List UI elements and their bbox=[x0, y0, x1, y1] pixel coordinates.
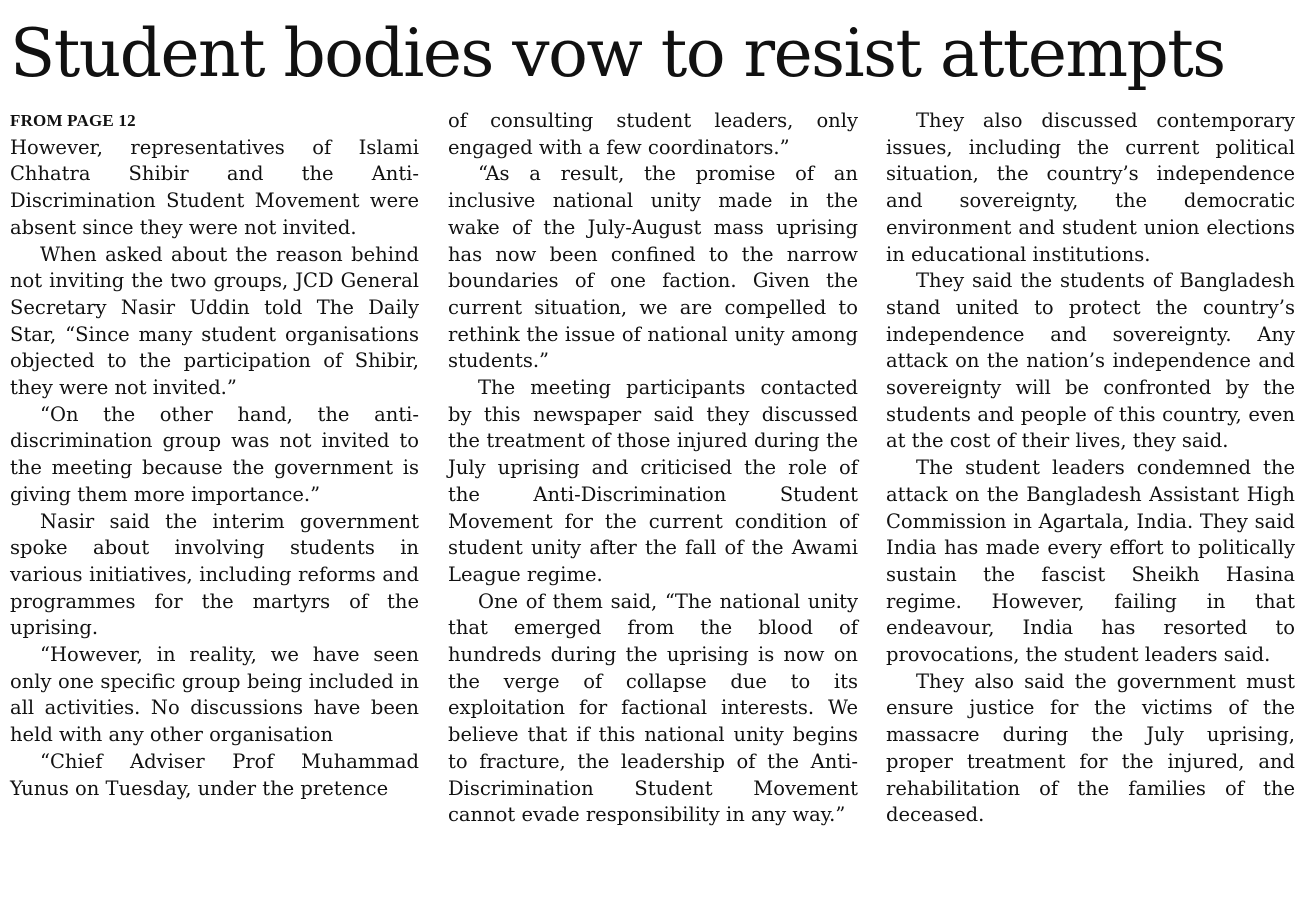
article-column-2 bbox=[448, 108, 858, 829]
paragraph: They also said the government must ensure justice for the victims of the massacre during the July uprising, proper treatment for the injured, and rehabilitation of the families of the deceased. bbox=[886, 669, 1295, 827]
headline: Student bodies vow to resist attempts bbox=[10, 15, 1225, 92]
paragraph: of consulting student leaders, only engaged with a few coordinators.” bbox=[448, 109, 858, 159]
paragraph: “Chief Adviser Prof Muhammad Yunus on Tuesday, under the pretence bbox=[10, 749, 419, 800]
paragraph: “On the other hand, the anti-discrimination group was not invited to the meeting because the government is giving them more importance.” bbox=[10, 402, 419, 506]
paragraph: “As a result, the promise of an inclusive national unity made in the wake of the July-August mass uprising has now been confined to the narrow boundaries of one faction. Given the current situation, we are compelled to rethink the issue of national unity among students.” bbox=[448, 162, 858, 373]
paragraph: “However, in reality, we have seen only one specific group being included in all activities. No discussions have been held with any other organisation bbox=[10, 643, 419, 747]
paragraph: When asked about the reason behind not inviting the two groups, JCD General Secretary Nasir Uddin told The Daily Star, “Since many student organisations objected to the participation of Shibir, they were not invited.” bbox=[10, 242, 419, 400]
paragraph: They also discussed contemporary issues, including the current political situation, the country’s independence and sovereignty, the democratic environment and student union elections in educational institutions. bbox=[886, 109, 1295, 266]
article-column-3 bbox=[886, 108, 1295, 829]
paragraph: They said the students of Bangladesh stand united to protect the country’s independence and sovereignty. Any attack on the nation’s independence and sovereignty will be confronted by the students and people of this country, even at the cost of their lives, they said. bbox=[886, 269, 1295, 453]
article-column-1 bbox=[10, 108, 419, 802]
paragraph: One of them said, “The national unity that emerged from the blood of hundreds during the uprising is now on the verge of collapse due to its exploitation for factional interests. We believe that if this national unity begins to fracture, the leadership of the Anti-Discrimination Student Movement cannot evade responsibility in any way.” bbox=[448, 589, 858, 827]
jump-label: FROM PAGE 12 bbox=[10, 111, 136, 130]
paragraph: The student leaders condemned the attack on the Bangladesh Assistant High Commission in Agartala, India. They said India has made every effort to politically sustain the fascist Sheikh Hasina regime. However, failing in that endeavour, India has resorted to provocations, the student leaders said. bbox=[886, 456, 1295, 667]
paragraph: Nasir said the interim government spoke about involving students in various initiatives, including reforms and programmes for the martyrs of the uprising. bbox=[10, 509, 419, 640]
paragraph: The meeting participants contacted by this newspaper said they discussed the treatment of those injured during the July uprising and criticised the role of the Anti-Discrimination Student Movement for the current condition of student unity after the fall of the Awami League regime. bbox=[448, 376, 858, 586]
paragraph: However, representatives of Islami Chhatra Shibir and the Anti-Discrimination Student Movement were absent since they were not invited. bbox=[10, 135, 419, 239]
